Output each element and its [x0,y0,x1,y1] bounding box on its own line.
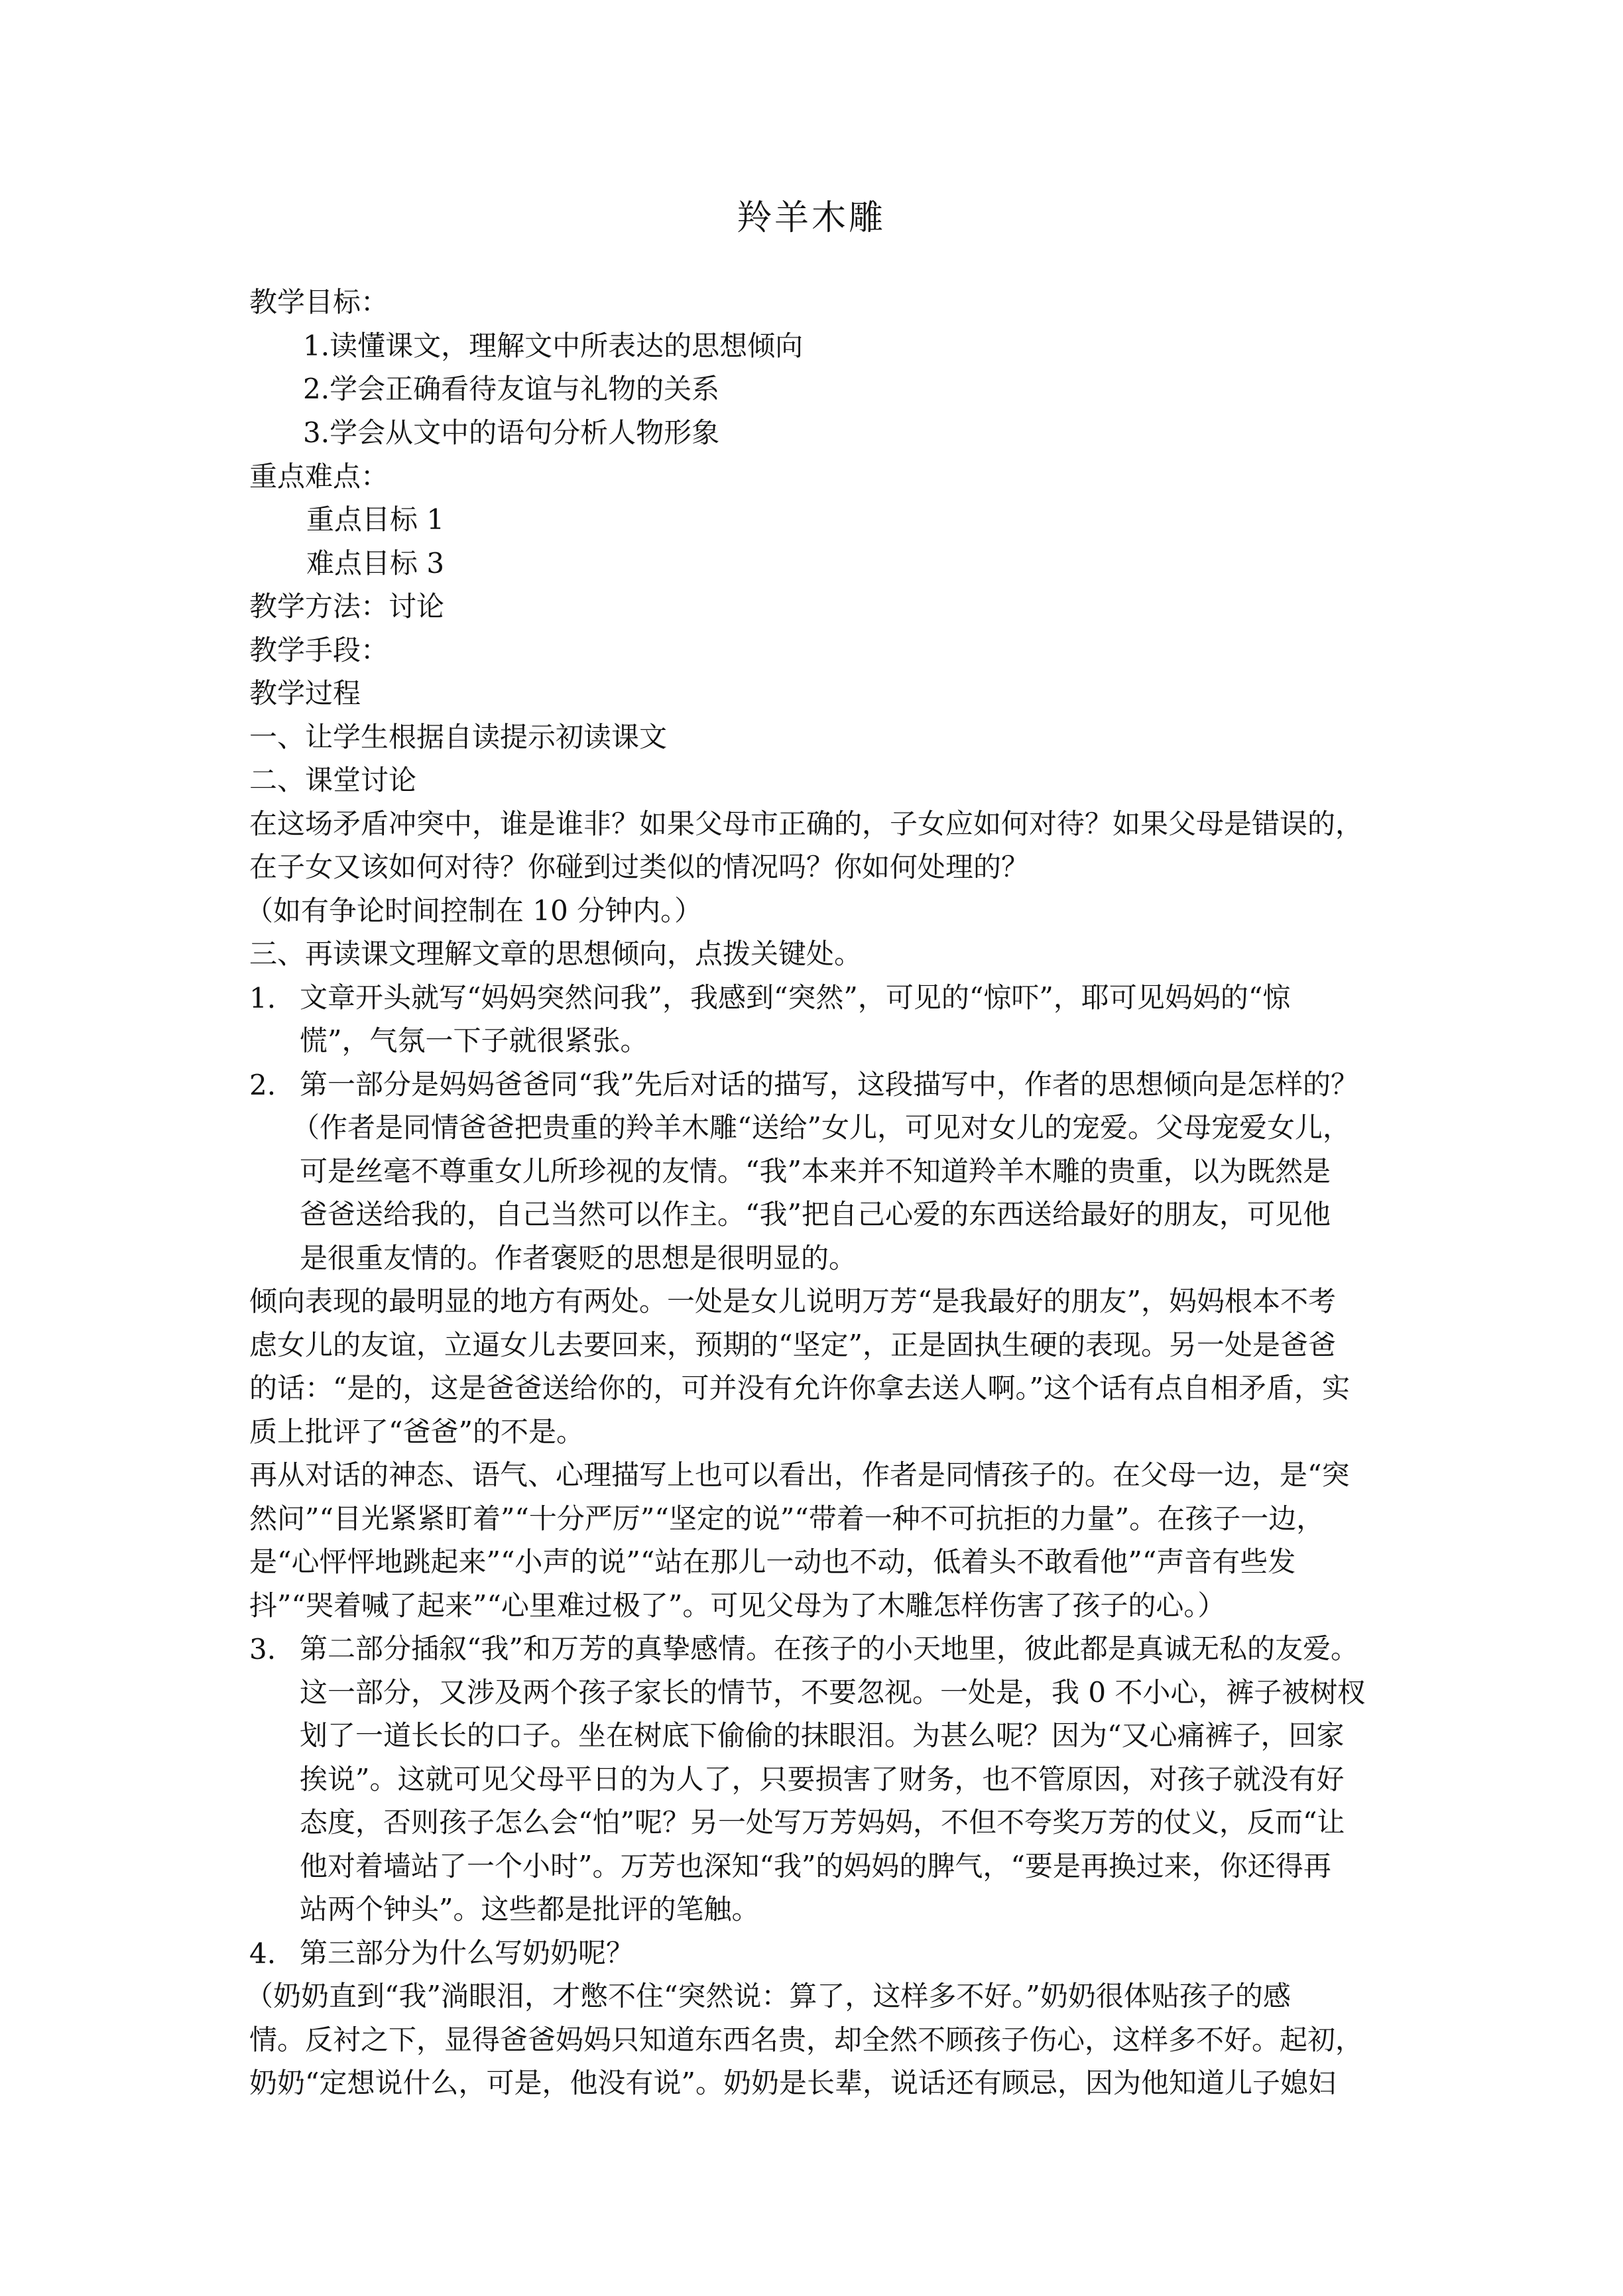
teaching-method: 教学方法：讨论 [249,590,445,623]
paragraph-line: 质上批评了“爸爸”的不是。 [249,1416,584,1448]
paragraph-line: 的话：“是的，这是爸爸送给你的，可并没有允许你拿去送人啊。”这个话有点自相矛盾，实 [249,1372,1350,1404]
item-four-line: 第三部分为什么写奶奶呢？ [300,1937,634,1969]
process-heading: 教学过程 [249,677,361,709]
objective-item: 2.学会正确看待友谊与礼物的关系 [303,373,720,405]
item-two-line: 第一部分是妈妈爸爸同“我”先后对话的描写，这段描写中，作者的思想倾向是怎样的？ [300,1068,1358,1101]
objective-item: 3.学会从文中的语句分析人物形象 [303,416,720,449]
paragraph-line: 抖”“哭着喊了起来”“心里难过极了”。可见父母为了木雕怎样伤害了孩子的心。） [249,1589,1226,1622]
item-three-line: 挨说”。这就可见父母平日的为人了，只要损害了财务，也不管原因，对孩子就没有好 [300,1763,1345,1795]
item-one-line: 文章开头就写“妈妈突然问我”，我感到“突然”，可见的“惊吓”，耶可见妈妈的“惊 [300,981,1291,1014]
item-three-line: 他对着墙站了一个小时”。万芳也深知“我”的妈妈的脾气，“要是再换过来，你还得再 [300,1850,1331,1882]
item-three-line: 划了一道长长的口子。坐在树底下偷偷的抹眼泪。为甚么呢？因为“又心痛裤子，回家 [300,1719,1345,1752]
discussion-line: 在子女又该如何对待？你碰到过类似的情况吗？你如何处理的？ [249,851,1030,883]
discussion-line: 在这场矛盾冲突中，谁是谁非？如果父母市正确的，子女应如何对待？如果父母是错误的， [249,808,1364,840]
item-number: 2. [249,1069,276,1101]
objective-item: 1.读懂课文，理解文中所表达的思想倾向 [303,330,804,362]
key-point-item: 难点目标 3 [306,547,445,579]
item-two-line: （作者是同情爸爸把贵重的羚羊木雕“送给”女儿，可见对女儿的宠爱。父母宠爱女儿， [292,1111,1351,1144]
item-three-line: 第二部分插叙“我”和万芳的真挚感情。在孩子的小天地里，彼此都是真诚无私的友爱。 [300,1632,1358,1665]
paragraph-line: 然问”“目光紧紧盯着”“十分严厉”“坚定的说”“带着一种不可抗拒的力量”。在孩子一边， [249,1502,1325,1535]
paragraph-line: （奶奶直到“我”淌眼泪，才憋不住“突然说：算了，这样多不好。”奶奶很体贴孩子的感 [245,1980,1291,2012]
step-three: 三、再读课文理解文章的思想倾向，点拨关键处。 [249,937,863,970]
item-number: 3. [249,1633,276,1665]
key-point-item: 重点目标 1 [306,503,445,536]
item-three-line: 站两个钟头”。这些都是批评的笔触。 [300,1893,760,1925]
paragraph-line: 是“心怦怦地跳起来”“小声的说”“站在那儿一动也不动，低着头不敢看他”“声音有些发 [249,1545,1296,1578]
objectives-heading: 教学目标： [249,286,389,318]
paragraph-line: 倾向表现的最明显的地方有两处。一处是女儿说明万芳“是我最好的朋友”，妈妈根本不考 [249,1285,1336,1317]
item-number: 4. [249,1937,276,1970]
item-two-line: 是很重友情的。作者褒贬的思想是很明显的。 [300,1242,857,1274]
item-two-line: 可是丝毫不尊重女儿所珍视的友情。“我”本来并不知道羚羊木雕的贵重，以为既然是 [300,1155,1331,1187]
paragraph-line: 情。反衬之下，显得爸爸妈妈只知道东西名贵，却全然不顾孩子伤心，这样多不好。起初， [249,2024,1364,2056]
paragraph-line: 奶奶“定想说什么，可是，他没有说”。奶奶是长辈，说话还有顾忌，因为他知道儿子媳妇 [249,2067,1336,2099]
paragraph-line: 再从对话的神态、语气、心理描写上也可以看出，作者是同情孩子的。在父母一边，是“突 [249,1459,1350,1491]
item-three-line: 这一部分，又涉及两个孩子家长的情节，不要忽视。一处是，我 0 不小心，裤子被树杈 [300,1676,1366,1709]
item-three-line: 态度，否则孩子怎么会“怕”呢？另一处写万芳妈妈，不但不夸奖万芳的仗义，反而“让 [300,1806,1345,1839]
item-one-line: 慌”，气氛一下子就很紧张。 [300,1024,648,1057]
discussion-note: （如有争论时间控制在 10 分钟内。） [245,894,703,927]
step-two: 二、课堂讨论 [249,764,417,796]
document-title: 羚羊木雕 [737,198,886,238]
paragraph-line: 虑女儿的友谊，立逼女儿去要回来，预期的“坚定”，正是固执生硬的表现。另一处是爸爸 [249,1329,1336,1361]
item-number: 1. [249,982,276,1014]
teaching-means: 教学手段： [249,634,389,666]
key-points-heading: 重点难点： [249,460,389,493]
item-two-line: 爸爸送给我的，自己当然可以作主。“我”把自己心爱的东西送给最好的朋友，可见他 [300,1198,1331,1231]
step-one: 一、让学生根据自读提示初读课文 [249,721,668,753]
